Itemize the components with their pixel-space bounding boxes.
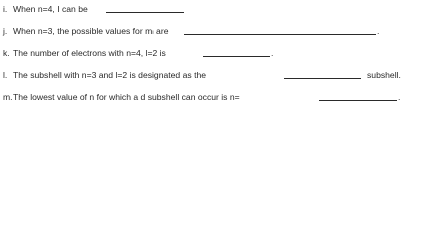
question-tail: . — [271, 48, 274, 58]
question-tail: . — [398, 92, 401, 102]
question-i — [0, 2, 442, 16]
question-text: The lowest value of n for which a d subshell can occur is n= — [13, 92, 240, 102]
question-j — [0, 24, 442, 38]
question-marker: k. — [3, 48, 10, 58]
answer-blank — [106, 12, 184, 13]
answer-blank — [319, 100, 397, 101]
answer-blank — [203, 56, 270, 57]
question-tail: . — [377, 26, 380, 36]
question-text: When n=4, I can be — [13, 4, 88, 14]
question-marker: l. — [3, 70, 8, 80]
question-m — [0, 90, 442, 104]
answer-blank — [184, 34, 376, 35]
question-text: The subshell with n=3 and l=2 is designated as the — [13, 70, 207, 80]
question-text: The number of electrons with n=4, l=2 is — [13, 48, 166, 58]
question-marker: m. — [3, 92, 13, 102]
question-tail: subshell. — [367, 70, 401, 80]
question-marker: j. — [3, 26, 8, 36]
question-l — [0, 68, 442, 82]
question-text: When n=3, the possible values for mₗ are — [13, 26, 169, 36]
answer-blank — [284, 78, 361, 79]
question-k — [0, 46, 442, 60]
question-marker: i. — [3, 4, 8, 14]
